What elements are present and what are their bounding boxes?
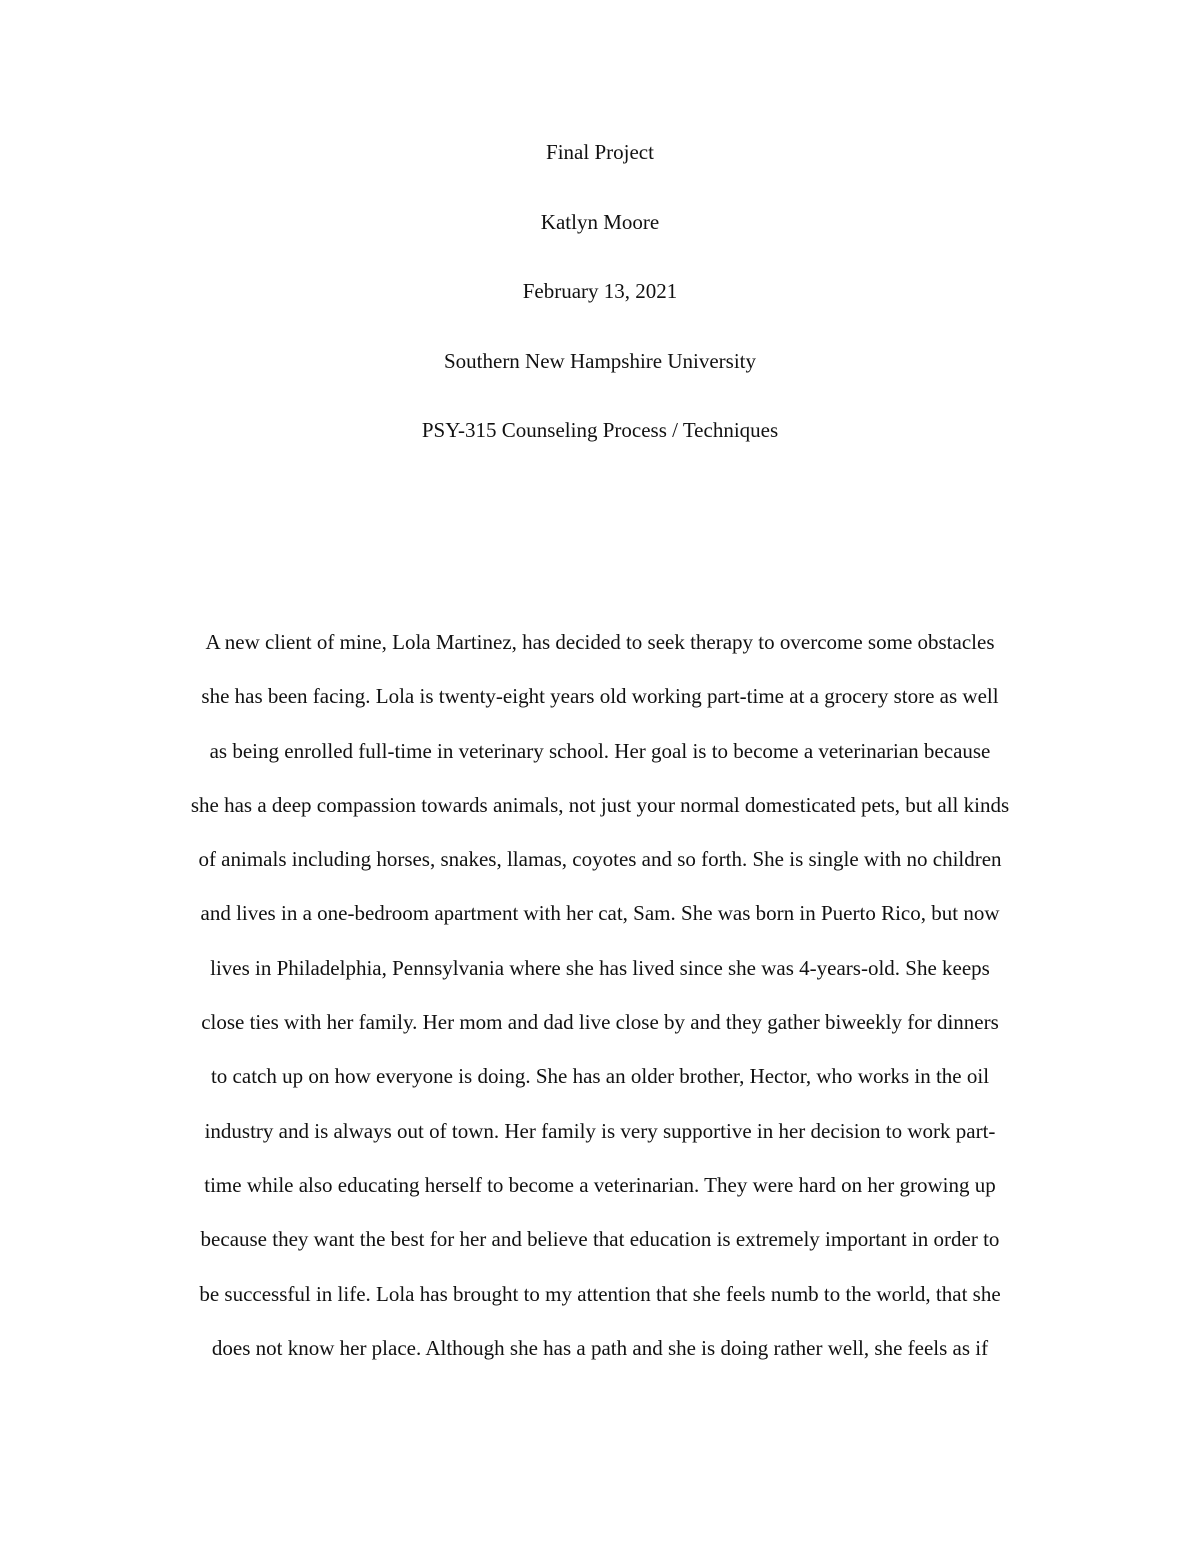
title-block [0,138,1200,486]
body-line: because they want the best for her and believe that education is extremely important in order to [200,1227,1000,1252]
paper-date: February 13, 2021 [522,279,678,303]
body-line: industry and is always out of town. Her family is very supportive in her decision to work part- [204,1118,996,1143]
body-line: close ties with her family. Her mom and dad live close by and they gather biweekly for dinners [201,1010,999,1035]
body-line: time while also educating herself to become a veterinarian. They were hard on her growing up [204,1172,996,1197]
body-line: to catch up on how everyone is doing. She has an older brother, Hector, who works in the oil [210,1064,990,1089]
body-line: be successful in life. Lola has brought to my attention that she feels numb to the world, that she [199,1281,1001,1306]
institution: Southern New Hampshire University [443,348,757,373]
body-line: as being enrolled full-time in veterinary school. Her goal is to become a veterinarian because [209,738,991,763]
author-name: Katlyn Moore [540,209,660,234]
body-line: and lives in a one-bedroom apartment with her cat, Sam. She was born in Puerto Rico, but now [200,901,1000,926]
body-line: of animals including horses, snakes, llamas, coyotes and so forth. She is single with no children [198,847,1002,872]
body-line: A new client of mine, Lola Martinez, has decided to seek therapy to overcome some obstacles [205,630,995,654]
body-paragraph [0,628,1200,1388]
course-name: PSY-315 Counseling Process / Techniques [421,418,779,442]
body-line: lives in Philadelphia, Pennsylvania where she has lived since she was 4-years-old. She keeps [210,955,990,980]
paper-title: Final Project [546,140,654,164]
body-line: does not know her place. Although she has a path and she is doing rather well, she feels as if [211,1335,989,1360]
body-line: she has a deep compassion towards animals, not just your normal domesticated pets, but all kinds [190,792,1010,817]
body-line: she has been facing. Lola is twenty-eight years old working part-time at a grocery store as well [201,684,999,709]
